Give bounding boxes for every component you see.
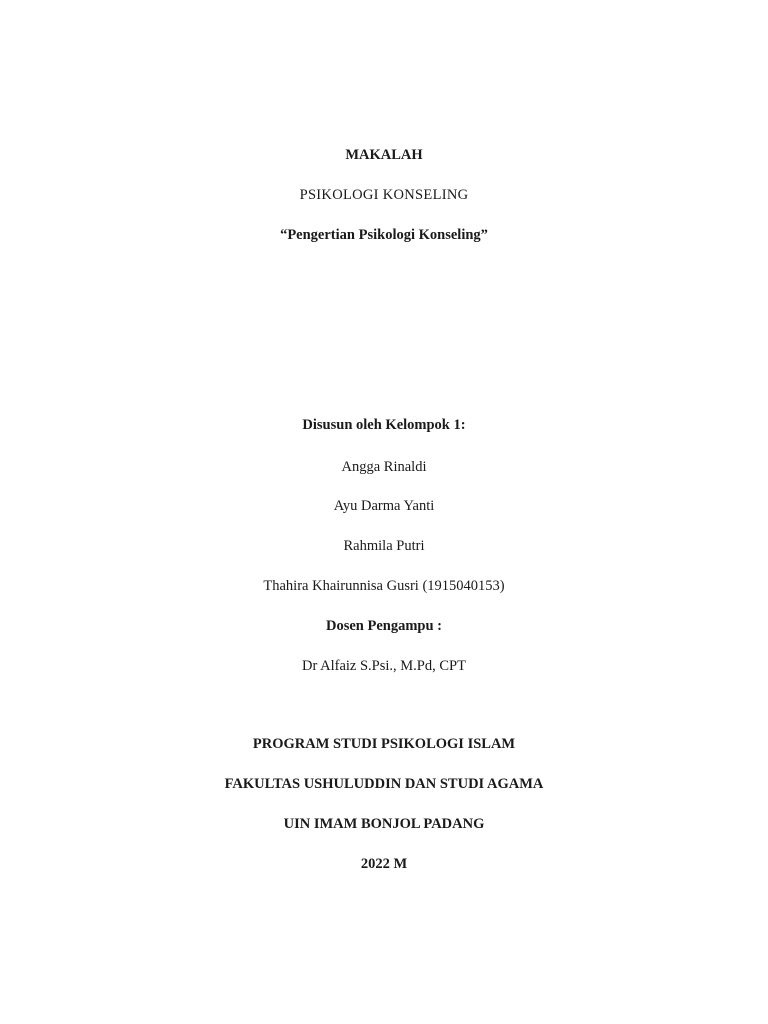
author-name: Thahira Khairunnisa Gusri (1915040153) (263, 578, 505, 594)
authors-heading: Disusun oleh Kelompok 1: (302, 417, 466, 433)
faculty-name: FAKULTAS USHULUDDIN DAN STUDI AGAMA (224, 776, 544, 792)
author-name: Angga Rinaldi (341, 459, 427, 475)
study-program: PROGRAM STUDI PSIKOLOGI ISLAM (252, 736, 516, 752)
author-name: Ayu Darma Yanti (333, 498, 435, 514)
doc-subtitle: “Pengertian Psikologi Konseling” (280, 227, 488, 243)
document-year: 2022 M (360, 856, 408, 872)
lecturer-name: Dr Alfaiz S.Psi., M.Pd, CPT (302, 658, 466, 674)
lecturer-heading: Dosen Pengampu : (325, 618, 442, 634)
university-name: UIN IMAM BONJOL PADANG (283, 816, 485, 832)
author-name: Rahmila Putri (343, 538, 425, 554)
doc-title-makalah: MAKALAH (345, 147, 423, 163)
doc-course-title: PSIKOLOGI KONSELING (299, 187, 469, 203)
